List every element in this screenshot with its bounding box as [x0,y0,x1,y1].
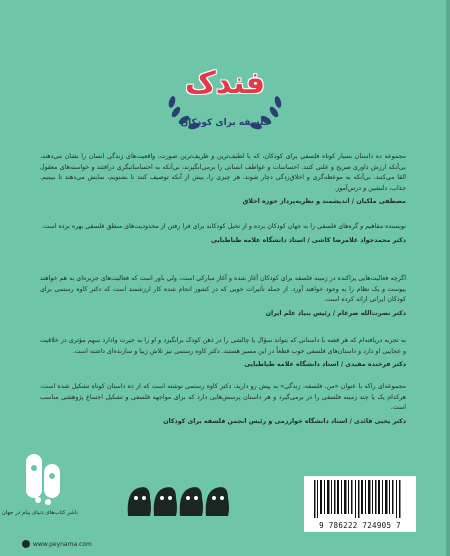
endorsement-text: به تجربه دریافته‌ام که هر قصه با داستانی که بتواند سؤال یا چالشی را در ذهن کودک برانگیزد و او را به حیرت وادارد سهم مؤثری در خلاقیت و عجایبی او دارد و داستان‌های فلسفی خوب قطعاً در این مسیر هستند. دکتر کاوه رستمی نیز تلاش زیبا و سازنده‌ای داشته است. [40,337,406,355]
endorsement-signature: دکتر نصرت‌الله ضرغام / رئیس بنیاد علم ایران [265,309,406,317]
isbn-barcode [304,476,416,532]
isbn-number: 9 786222 724905 7 [319,521,401,530]
endorsement-1 [40,152,406,208]
barcode-icon [304,476,416,520]
series-logo [150,62,300,142]
globe-icon [22,540,30,548]
endorsement-text: اگرچه فعالیت‌هایی پراکنده در زمینه فلسفه برای کودکان آغاز شده و آغاز مبارکی است، ولی باور است که فعالیت‌های جزیره‌ای به هم خواهند پیوست و یک نظام را به وجود خواهند آورد. از جمله تأثیرات خوبی که در کشور انجام شده کار ارزشمند است که دکتر کاوه رستمی برای کودکان ایرانی ارائه کرده است. [40,275,406,304]
endorsement-text: مجموعه ده داستان بسیار کوتاه فلسفی برای کودکان، که با لطیف‌ترین و ظریف‌ترین صورت، واقعیت‌های زندگی انسان را نشان می‌دهند، بی‌آنکه ارزش داوری صریح و علنی کنند. احساسات و عواطف انسانی را برمی‌انگیزند، بی‌آنکه به احساساتیگری درافتند و خواسته‌های معقول القا می‌کنند، بی‌آنکه به موعظه‌گری و اخلاق‌زدگی دچار شوند. هر چیزی را، بیش از آنکه توصیف کنند تا بشنویم، نمایش می‌دهند تا ببینیم. جذاب، دلنشین و درس‌آموز. [40,153,406,192]
endorsement-text: نویسنده مفاهیم و گره‌های فلسفی را به جهان کودکان برده و از تخیل کودکانه برای فرا رفتن از محدودیت‌های منطق فلسفی بهره برده است. [41,223,406,230]
endorsement-2 [40,222,406,246]
endorsement-3 [40,274,406,319]
mascots-illustration [124,478,234,518]
endorsement-5 [40,382,406,427]
endorsement-signature: دکتر فرخنده مفیدی / استاد دانشگاه علامه طباطبایی [244,361,406,369]
website-text: www.peynama.com [33,540,92,548]
logo-title: فندک [185,66,265,101]
publisher-logo-icon [8,448,78,508]
endorsement-signature: دکتر محمدجواد غلامرضا کاشی / استاد دانشگاه علامه طباطبایی [210,236,406,244]
logo-subtitle: فلسفه برای کودکان [180,118,270,128]
publisher-logo [8,448,78,508]
endorsement-signature: دکتر یحیی قائدی / استاد دانشگاه خوارزمی و رئیس انجمن فلسفه برای کودکان [163,417,406,425]
mascots-icon [124,478,234,518]
endorsement-text: مجموعه‌ای راکه با عنوان «من، فلسفه، زندگی» به پیش رو دارید، دکتر کاوه رستمی نوشته است که از ده داستان کوتاه تشکیل شده است، هرکدام یک یا چند زمینه فلسفی را در برمی‌گیرد و هر داستان پرسش‌هایی دارد که برای مواجهه فلسفی و تشکیل اجتماع پژوهشی مناسب است. [40,383,406,412]
publisher-caption: ناشر کتاب‌های دنیای پیام در جهان [1,510,78,516]
publisher-website[interactable] [22,540,92,548]
endorsement-signature: مصطفی ملکیان / اندیشمند و نظریه‌پرداز حوزه اخلاق [242,198,406,206]
endorsement-4 [40,336,406,371]
